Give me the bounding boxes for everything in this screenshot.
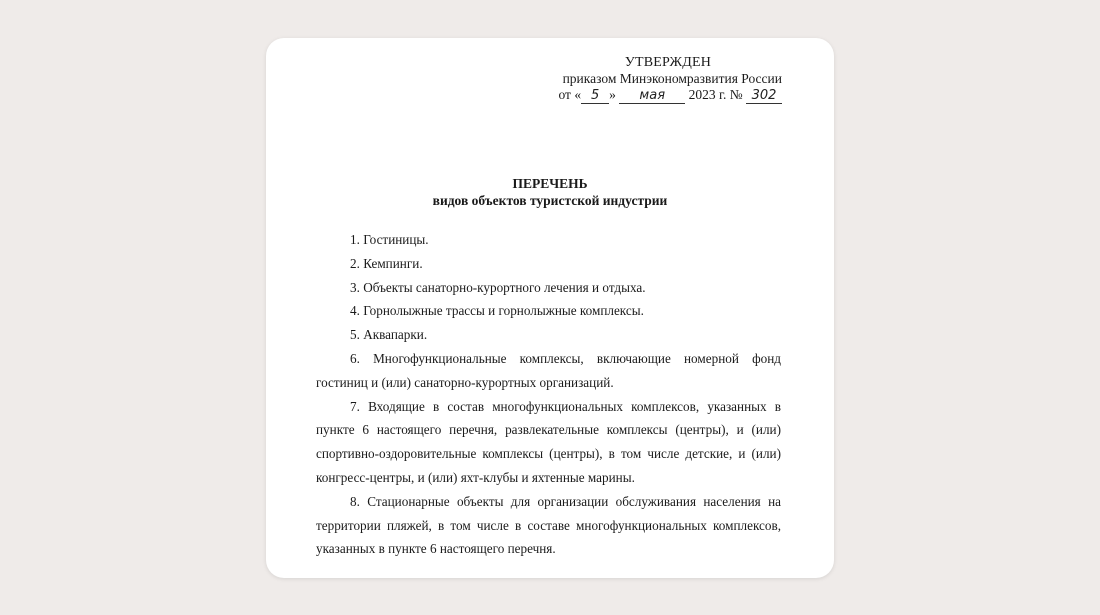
approved-label: УТВЕРЖДЕН — [624, 55, 712, 70]
list-item: 4. Горнолыжные трассы и горнолыжные комплексы. — [350, 303, 644, 319]
document-subtitle: видов объектов туристской индустрии — [432, 193, 668, 208]
list-item: 7. Входящие в состав многофункциональных комплексов, указанных в пункте 6 настоящего перечня, развлекательные комплексы (центры), и (или) спортивно-оздоровительные комплексы (центры), в том числе детские, и (или) конгресс-центры, и (или) яхт-клубы и яхтенные марины. — [316, 398, 781, 485]
list-item: 3. Объекты санаторно-курортного лечения и отдыха. — [350, 279, 646, 295]
date-mid: » — [609, 87, 616, 102]
handwritten-day: 5 — [581, 89, 609, 104]
approval-stamp — [554, 55, 782, 104]
list-item: 5. Аквапарки. — [350, 327, 428, 343]
list-item: 6. Многофункциональные комплексы, включающие номерной фонд гостиниц и (или) санаторно-курортных организаций. — [316, 350, 781, 390]
order-date-line — [554, 87, 782, 104]
date-prefix: от « — [558, 87, 582, 102]
list-item: 1. Гостиницы. — [350, 232, 429, 247]
document-heading — [266, 175, 834, 209]
list-item: 2. Кемпинги. — [350, 255, 423, 271]
year-text: 2023 г. № — [688, 87, 743, 102]
handwritten-month: мая — [619, 89, 685, 104]
handwritten-order-number: 302 — [746, 89, 782, 104]
document-page — [266, 38, 834, 578]
order-authority: приказом Минэкономразвития России — [562, 71, 782, 86]
list-item: 8. Стационарные объекты для организации обслуживания населения на территории пляжей, в том числе в составе многофункциональных комплексов, указанных в пункте 6 настоящего перечня. — [316, 493, 781, 557]
document-body — [316, 228, 781, 561]
document-title: ПЕРЕЧЕНЬ — [512, 176, 588, 191]
